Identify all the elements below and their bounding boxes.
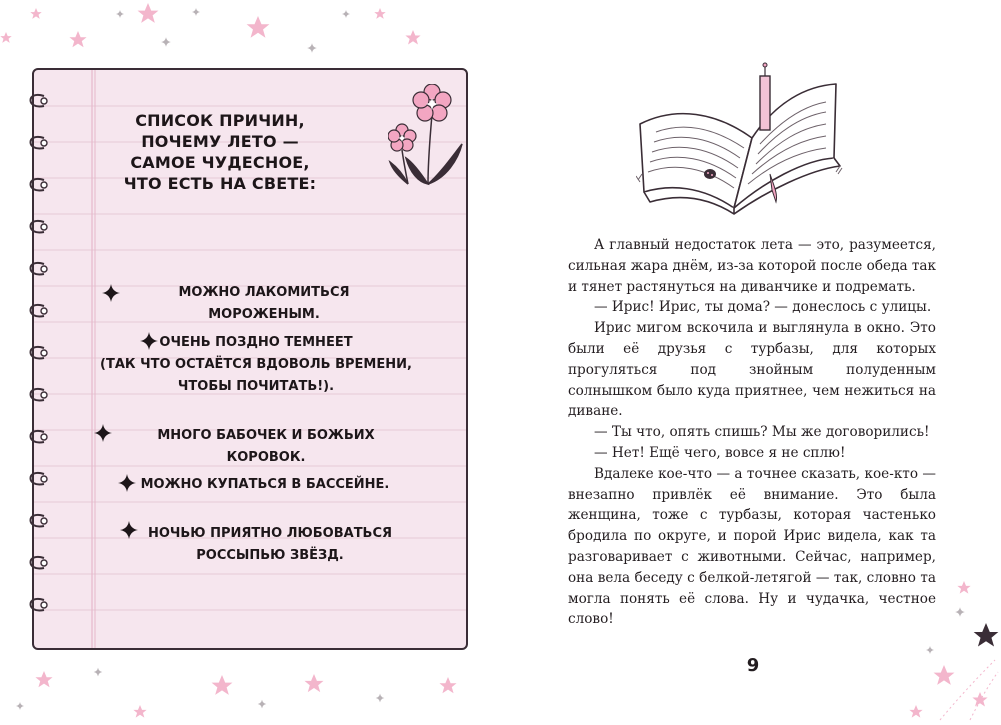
reason-text: РОССЫПЬЮ ЗВЁЗД. [196,548,344,563]
paragraph: Ирис мигом вскочила и выглянула в окно. Это были её друзья с турбазы, для которых прогуляться под знойным полуденным солнышком было куда приятнее, чем нежиться на диване. [568,320,936,420]
reason-item [116,425,416,469]
reason-text: ЧТОБЫ ПОЧИТАТЬ!). [177,379,335,394]
reason-item [130,523,410,567]
notebook-title [120,110,320,194]
reason-text: МОЖНО КУПАТЬСЯ В БАССЕЙНЕ. [140,477,390,492]
sparkle-bullet-icon [118,474,136,492]
reason-item [124,282,404,326]
title-line: ПОЧЕМУ ЛЕТО — [141,132,299,151]
sparkle-bullet-icon [140,332,158,350]
paragraph: Вдалеке кое-что — а точнее сказать, кое-кто — внезапно привлёк её внимание. Это была женщина, тоже с турбазы, которая частенько бродила по округе, и порой Ирис видела, как та разговаривает с животными. Сейчас, например, она вела беседу с белкой-летягой — так, словно та могла понять её слова. Ну и чудачка, честное слово! [568,465,936,628]
reason-text: НОЧЬЮ ПРИЯТНО ЛЮБОВАТЬСЯ [147,526,393,541]
sparkle-bullet-icon [102,284,120,302]
open-book-icon [636,62,846,220]
sparkle-bullet-icon [94,424,112,442]
ladybug-icon [704,169,716,179]
paragraph: — Ты что, опять спишь? Мы же договорились! [594,424,930,441]
page-number: 9 [746,655,760,676]
reason-text: (ТАК ЧТО ОСТАЁТСЯ ВДОВОЛЬ ВРЕМЕНИ, [100,357,412,372]
paragraph: А главный недостаток лета — это, разумеется, сильная жара днём, из-за которой после обеда так и тянет растянуться на диванчике и подремать. [568,237,936,295]
paragraph: — Нет! Ещё чего, вовсе я не сплю! [594,444,846,461]
title-line: СПИСОК ПРИЧИН, [135,111,305,130]
flowers-icon [388,84,478,194]
reason-item [96,332,416,398]
story-text [568,235,936,630]
title-line: ЧТО ЕСТЬ НА СВЕТЕ: [123,174,317,193]
title-line: САМОЕ ЧУДЕСНОЕ, [130,153,310,172]
reason-text: ОЧЕНЬ ПОЗДНО ТЕМНЕЕТ [159,335,353,350]
spiral-binding-icon [16,68,56,646]
paragraph: — Ирис! Ирис, ты дома? — донеслось с улицы. [594,299,932,316]
reason-item [140,474,390,496]
sparkle-bullet-icon [120,521,138,539]
reason-text: МОЖНО ЛАКОМИТЬСЯ МОРОЖЕНЫМ. [178,285,350,322]
reason-text: МНОГО БАБОЧЕК И БОЖЬИХ КОРОВОК. [157,428,375,465]
